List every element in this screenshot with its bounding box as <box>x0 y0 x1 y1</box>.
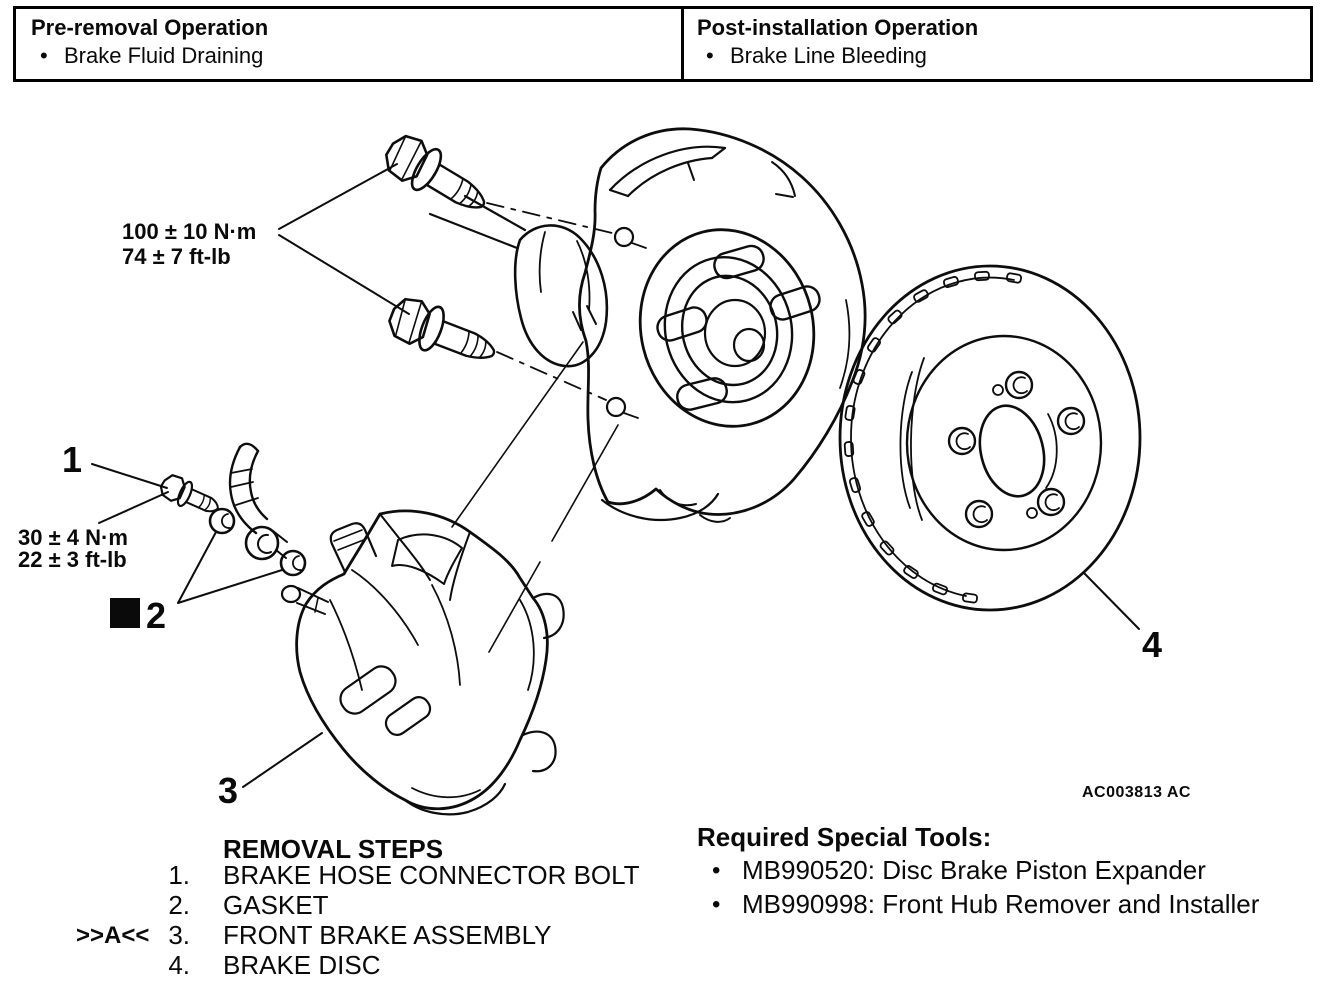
removal-step-row <box>76 892 328 919</box>
lower-torque-spec-line1: 30 ± 4 N·m <box>18 525 128 550</box>
step-number: 3. <box>168 920 190 950</box>
removal-steps-title: REMOVAL STEPS <box>223 834 444 864</box>
figure-code: AC003813 AC <box>1082 784 1191 801</box>
new-part-symbol: N <box>116 601 134 628</box>
step-label: BRAKE DISC <box>223 950 381 980</box>
special-tool-label: MB990998: Front Hub Remover and Installer <box>742 889 1260 919</box>
step-marker <box>76 952 144 979</box>
step-label: GASKET <box>223 890 329 920</box>
bullet-icon: • <box>40 43 48 68</box>
bullet-icon: • <box>712 891 721 918</box>
bullet-icon: • <box>706 43 714 68</box>
removal-step-row <box>76 922 551 949</box>
removal-step-row <box>76 862 640 889</box>
pre-removal-item: Brake Fluid Draining <box>64 43 264 68</box>
post-installation-item: Brake Line Bleeding <box>730 43 927 68</box>
lower-torque-spec-line2: 22 ± 3 ft-lb <box>18 547 127 572</box>
special-tools-title: Required Special Tools: <box>697 822 992 852</box>
callout-4: 4 <box>1142 624 1163 665</box>
callout-3: 3 <box>218 770 239 811</box>
callout-2: 2 <box>146 595 167 636</box>
step-marker <box>76 892 144 919</box>
bullet-icon: • <box>712 857 721 884</box>
step-label: FRONT BRAKE ASSEMBLY <box>223 920 552 950</box>
step-marker: >>A<< <box>76 922 150 949</box>
removal-step-row <box>76 952 381 979</box>
upper-torque-spec-line2: 74 ± 7 ft-lb <box>122 244 231 269</box>
post-installation-title: Post-installation Operation <box>697 15 979 40</box>
special-tool-label: MB990520: Disc Brake Piston Expander <box>742 855 1206 885</box>
step-number: 1. <box>168 860 190 890</box>
special-tool-row <box>712 857 1206 884</box>
step-number: 2. <box>168 890 190 920</box>
step-label: BRAKE HOSE CONNECTOR BOLT <box>223 860 640 890</box>
step-number: 4. <box>168 950 190 980</box>
special-tool-row <box>712 891 1259 918</box>
step-marker <box>76 862 144 889</box>
callout-1: 1 <box>62 439 83 480</box>
upper-torque-spec-line1: 100 ± 10 N·m <box>122 219 257 244</box>
pre-removal-title: Pre-removal Operation <box>31 15 269 40</box>
